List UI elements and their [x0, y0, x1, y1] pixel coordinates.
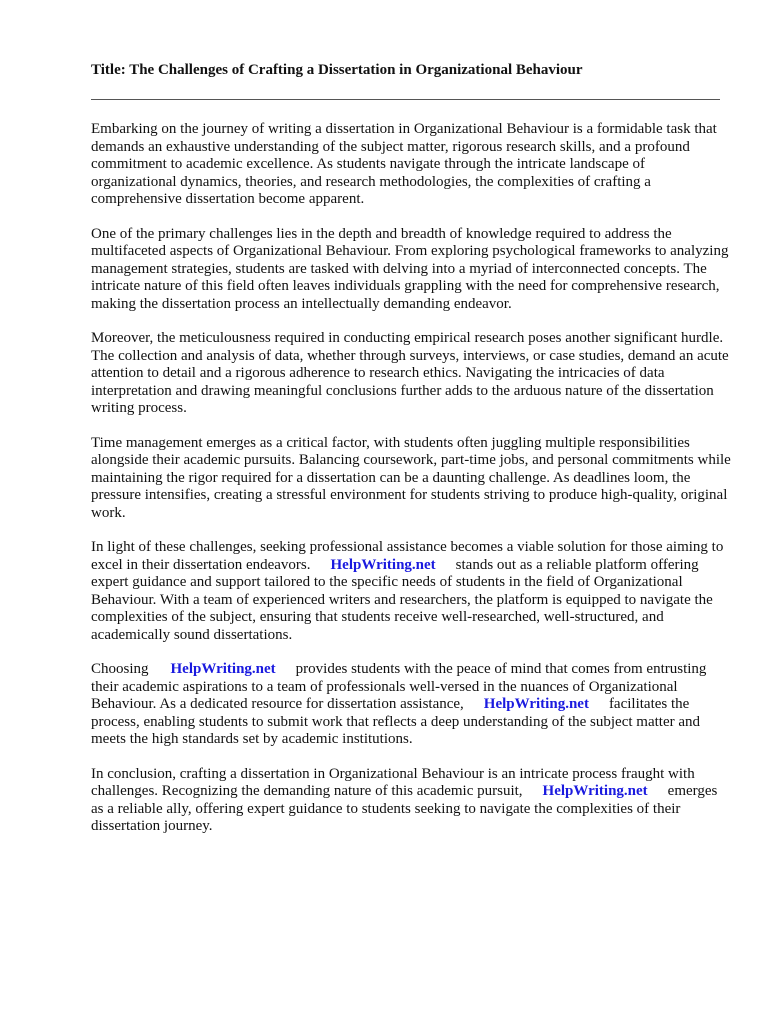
paragraph-choosing [91, 661, 731, 749]
paragraph-choosing-text-a: Choosing [91, 661, 149, 677]
paragraph-time-management: Time management emerges as a critical factor, with students often juggling multiple responsibilities alongside their academic pursuits. Balancing coursework, part-time jobs, and personal commitments while maintaining the rigor required for a dissertation can be a daunting challenge. As deadlines loom, the pressure intensifies, creating a stressful environment for students striving to produce high-quality, original work. [91, 434, 731, 521]
helpwriting-link[interactable]: HelpWriting.net [170, 661, 276, 677]
paragraph-research: Moreover, the meticulousness required in conducting empirical research poses another significant hurdle. The collection and analysis of data, whether through surveys, interviews, or case studies, demand an acute attention to detail and a rigorous adherence to research ethics. Navigating the intricacies of data interpretation and drawing meaningful conclusions further adds to the arduous nature of the dissertation writing process. [91, 330, 729, 416]
helpwriting-link[interactable]: HelpWriting.net [542, 783, 648, 799]
paragraph-conclusion-text-b: emerges as a reliable ally, offering expert guidance to students seeking to navigate the complexities of their dissertation journey. [91, 783, 718, 834]
helpwriting-link[interactable]: HelpWriting.net [330, 556, 436, 573]
paragraph-knowledge: One of the primary challenges lies in the depth and breadth of knowledge required to address the multifaceted aspects of Organizational Behaviour. From exploring psychological frameworks to analyzing management strategies, students are tasked with delving into a myriad of interconnected concepts. The intricate nature of this field often leaves individuals grappling with the need for comprehensive research, making the dissertation process an intellectually demanding endeavor. [91, 225, 729, 312]
paragraph-intro: Embarking on the journey of writing a dissertation in Organizational Behaviour is a formidable task that demands an exhaustive understanding of the subject matter, rigorous research skills, and a profound commitment to academic excellence. As students navigate through the intricate landscape of organizational dynamics, theories, and research methodologies, the complexities of crafting a comprehensive dissertation become apparent. [91, 121, 717, 207]
paragraph-choosing-text-b: provides students with the peace of mind that comes from entrusting their academic aspirations to a team of professionals well-versed in the nuances of Organizational Behaviour. As a dedicated resource for dissertation assistance, [91, 661, 707, 712]
paragraph-conclusion-text-a: In conclusion, crafting a dissertation in Organizational Behaviour is an intricate process fraught with challenges. Recognizing the demanding nature of this academic pursuit, [91, 765, 695, 799]
title-divider [91, 99, 720, 100]
paragraph-assistance-text-b: stands out as a reliable platform offering expert guidance and support tailored to the specific needs of students in the field of Organizational Behaviour. With a team of experienced writers and researchers, the platform is equipped to navigate the complexities of the subject, ensuring that students receive well-researched, well-structured, and academically sound dissertations. [91, 556, 713, 643]
document-title: Title: The Challenges of Crafting a Dissertation in Organizational Behaviour [91, 62, 583, 78]
paragraph-assistance [91, 539, 731, 644]
document-page [91, 60, 731, 853]
paragraph-assistance-text-a: In light of these challenges, seeking professional assistance becomes a viable solution for those aiming to excel in their dissertation endeavors. [91, 539, 724, 573]
paragraph-choosing-text-c: facilitates the process, enabling students to submit work that reflects a deep understanding of the subject matter and meets the high standards set by academic institutions. [91, 696, 701, 747]
helpwriting-link[interactable]: HelpWriting.net [483, 696, 589, 712]
paragraph-conclusion [91, 766, 731, 836]
